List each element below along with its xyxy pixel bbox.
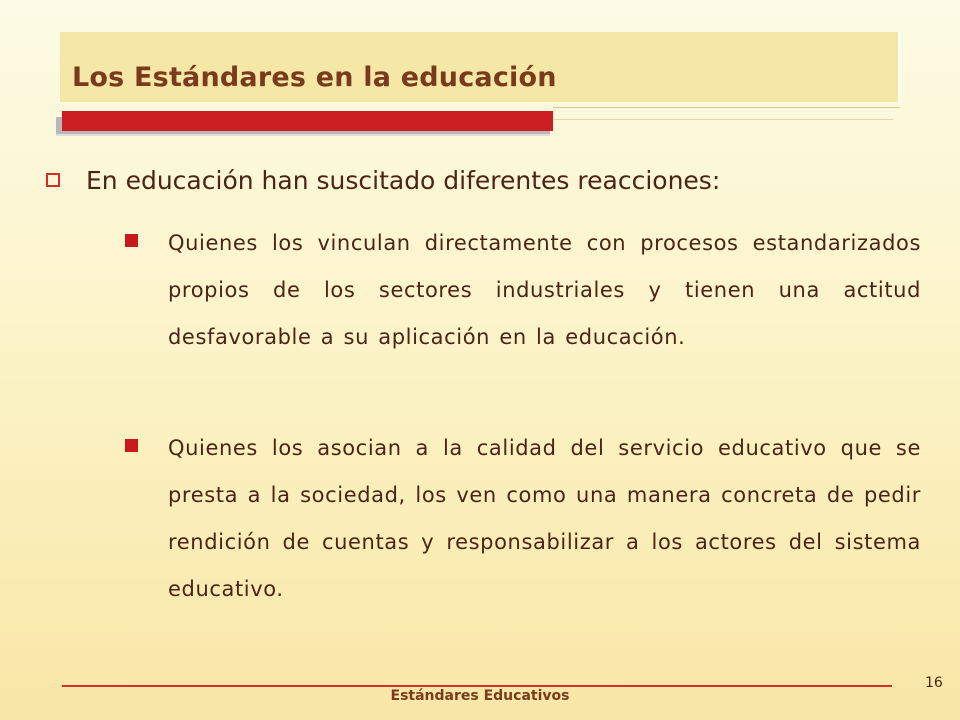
main-bullet-text: En educación han suscitado diferentes reacciones: [86, 166, 721, 195]
filled-square-bullet-icon [125, 234, 138, 247]
sub-bullet-text: Quienes los asocian a la calidad del servicio educativo que se presta a la sociedad, los ven como una manera concreta de pedir rendición de cuentas y responsabilizar a los actores del sistema educativo. [168, 436, 921, 601]
title-divider [898, 32, 900, 104]
page-number: 16 [925, 675, 943, 691]
accent-bar [62, 111, 553, 131]
slide-title: Los Estándares en la educación [72, 62, 557, 93]
sub-bullet-text: Quienes los vinculan directamente con procesos estandarizados propios de los sectores industriales y tienen una actitud desfavorable a su aplicación en la educación. [168, 231, 921, 349]
footer-label: Estándares Educativos [390, 688, 570, 704]
footer-rule [62, 685, 892, 687]
header-rule [553, 107, 900, 108]
header-rule-secondary [553, 119, 893, 120]
hollow-square-bullet-icon [46, 173, 60, 187]
filled-square-bullet-icon [125, 439, 138, 452]
title-band [60, 32, 900, 102]
